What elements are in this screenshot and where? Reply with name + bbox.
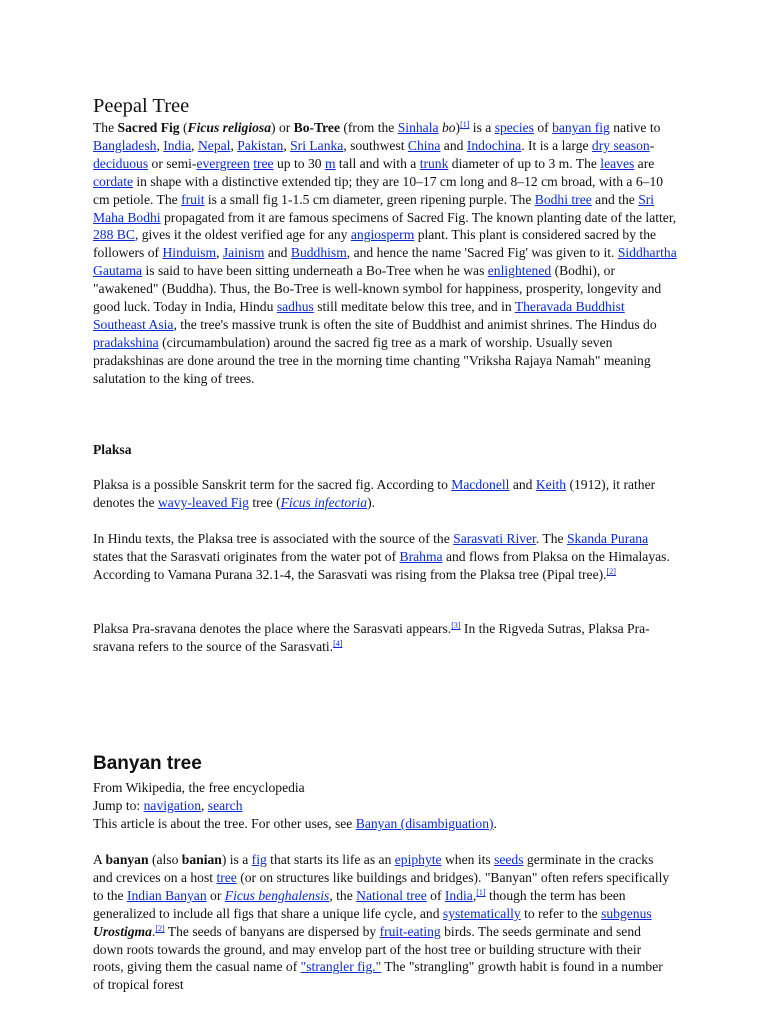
text-run: . The bbox=[535, 531, 567, 546]
host-tree-link[interactable]: tree bbox=[216, 869, 237, 885]
banyan-fig-link[interactable]: banyan fig bbox=[552, 120, 610, 135]
national-tree-link[interactable]: National tree bbox=[356, 887, 427, 903]
bold-text: Bo-Tree bbox=[293, 120, 340, 135]
text-run: In Hindu texts, the Plaksa tree is associated with the source of the bbox=[93, 531, 454, 546]
text-run: still meditate below this tree, and in bbox=[313, 299, 515, 315]
ficus-infectoria-link-text: Ficus infectoria bbox=[280, 494, 368, 510]
text-run: germinate in the cracks and crevices on a host bbox=[93, 852, 654, 885]
fruit-link[interactable]: fruit bbox=[181, 191, 205, 207]
wavy-leaved-fig-link[interactable]: wavy-leaved Fig bbox=[157, 494, 249, 510]
bold-text: Sacred Fig bbox=[117, 120, 180, 135]
brahma-link[interactable]: Brahma bbox=[399, 548, 443, 564]
text-run: (Bodhi), or "awakened" (Buddha). Thus, the Bo-Tree is well-known symbol for happiness, prosperity, longevity and good luck. Today in India, Hindu bbox=[93, 263, 662, 315]
text-run: (also bbox=[148, 852, 182, 867]
text-run: , bbox=[216, 245, 223, 261]
tree-link[interactable]: tree bbox=[253, 155, 274, 171]
text-run: , gives it the oldest verified age for any bbox=[134, 227, 351, 243]
evergreen-link[interactable]: evergreen bbox=[196, 155, 250, 171]
text-run: of bbox=[426, 887, 445, 903]
bold-text-text: Ficus religiosa bbox=[187, 120, 272, 135]
bold-text-text: Urostigma bbox=[93, 923, 152, 939]
text-run: is a small fig 1-1.5 cm diameter, green ripening purple. The bbox=[204, 191, 535, 207]
deciduous-link[interactable]: deciduous bbox=[93, 155, 149, 171]
india-link[interactable]: India bbox=[163, 137, 192, 153]
text-run: The bbox=[93, 120, 118, 135]
citation-4-link[interactable]: [4] bbox=[333, 638, 343, 648]
text-run: in shape with a distinctive extended tip; they are 10–17 cm long and 8–12 cm broad, with a 6–10 cm petiole. The bbox=[93, 173, 664, 207]
sinhala-link[interactable]: Sinhala bbox=[397, 120, 439, 135]
macdonell-link[interactable]: Macdonell bbox=[451, 477, 510, 492]
text-run: , and hence the name 'Sacred Fig' was given to it. bbox=[346, 245, 618, 261]
nepal-link[interactable]: Nepal bbox=[197, 137, 231, 153]
banyan-tree-title: Banyan tree bbox=[93, 753, 202, 774]
species-link[interactable]: species bbox=[494, 120, 534, 135]
pakistan-link[interactable]: Pakistan bbox=[237, 137, 284, 153]
jainism-link[interactable]: Jainism bbox=[222, 245, 265, 261]
text-run: or bbox=[206, 887, 225, 903]
metre-link[interactable]: m bbox=[324, 155, 336, 171]
plaksa-paragraph-3 bbox=[93, 620, 675, 656]
bold-text: banyan bbox=[105, 852, 149, 867]
ficus-benghalensis-link[interactable] bbox=[225, 888, 330, 903]
skanda-purana-link[interactable]: Skanda Purana bbox=[566, 531, 649, 546]
peepal-intro-paragraph bbox=[93, 119, 679, 388]
hatnote bbox=[93, 815, 675, 833]
text-run: ) bbox=[455, 120, 461, 135]
text-run: . It is a large bbox=[521, 137, 592, 153]
fruit-eating-link[interactable]: fruit-eating bbox=[379, 923, 441, 939]
buddhism-link[interactable]: Buddhism bbox=[290, 245, 347, 261]
banyan-citation-2-link[interactable]: [2] bbox=[155, 923, 165, 933]
text-run: plant. This plant is considered sacred by the followers of bbox=[93, 227, 657, 261]
text-run: when its bbox=[441, 852, 495, 867]
text-run: and bbox=[509, 477, 536, 492]
text-run: diameter of up to 3 m. The bbox=[448, 155, 601, 171]
text-run: Plaksa Pra-sravana denotes the place where the Sarasvati appears. bbox=[93, 621, 452, 636]
text-run: and bbox=[264, 245, 291, 261]
text-run: and the bbox=[591, 191, 639, 207]
text-run: In the Rigveda Sutras, Plaksa Pra-sravana refers to the source of the Sarasvati. bbox=[93, 621, 650, 654]
text-run: (circumambulation) around the sacred fig tree as a mark of worship. Usually seven pradakshinas are done around the tree in the morning time chanting "Vriksha Rajaya Namah" meaning salutation to the king of trees. bbox=[93, 334, 651, 386]
text-run: (from the bbox=[339, 120, 398, 135]
bold-text bbox=[188, 120, 271, 135]
angiosperm-link[interactable]: angiosperm bbox=[350, 227, 415, 243]
plaksa-paragraph-2 bbox=[93, 530, 675, 584]
text-run: is a bbox=[469, 120, 495, 135]
plaksa-heading: Plaksa bbox=[93, 442, 132, 457]
text-run: A bbox=[93, 852, 106, 867]
text-run: This article is about the tree. For other uses, see bbox=[93, 816, 356, 831]
subgenus-link[interactable]: subgenus bbox=[601, 905, 652, 921]
text-run: and flows from Plaksa on the Himalayas. According to Vamana Purana 32.1-4, the Sarasvati was rising from the Plaksa tree (Pipal tree). bbox=[93, 548, 670, 582]
sri-lanka-link[interactable]: Sri Lanka bbox=[290, 137, 344, 153]
text-run: are bbox=[634, 155, 655, 171]
ficus-infectoria-link[interactable] bbox=[281, 495, 367, 510]
italic-text: bo bbox=[441, 120, 456, 135]
text-run: and bbox=[440, 137, 467, 153]
ficus-benghalensis-link-text: Ficus benghalensis bbox=[224, 887, 330, 903]
text-run: , bbox=[472, 887, 477, 903]
hinduism-link[interactable]: Hinduism bbox=[162, 245, 217, 261]
sarasvati-river-link[interactable]: Sarasvati River bbox=[453, 531, 536, 546]
indian-banyan-link[interactable]: Indian Banyan bbox=[126, 887, 207, 903]
citation-1-link[interactable]: [1] bbox=[460, 120, 470, 129]
pradakshina-link[interactable]: pradakshina bbox=[93, 334, 159, 350]
epiphyte-link[interactable]: epiphyte bbox=[394, 852, 442, 867]
text-run: , bbox=[201, 798, 208, 813]
text-run: , bbox=[191, 137, 198, 153]
text-run: . bbox=[493, 816, 497, 831]
india-national-link[interactable]: India bbox=[444, 887, 473, 903]
text-run: or semi- bbox=[148, 155, 197, 171]
siddhartha-gautama-link[interactable]: Siddhartha Gautama bbox=[93, 245, 677, 279]
peepal-tree-title: Peepal Tree bbox=[93, 95, 190, 117]
china-link[interactable]: China bbox=[407, 137, 441, 153]
text-run: ( bbox=[179, 120, 188, 135]
indochina-link[interactable]: Indochina bbox=[466, 137, 522, 153]
text-run: ) is a bbox=[221, 852, 252, 867]
text-run: is said to have been sitting underneath a Bo-Tree when he was bbox=[142, 263, 488, 279]
text-run: (or on structures like buildings and bridges). "Banyan" often refers specifically to the bbox=[93, 869, 670, 903]
text-run: , bbox=[283, 137, 291, 153]
trunk-link[interactable]: trunk bbox=[419, 155, 449, 171]
bodhi-tree-link[interactable]: Bodhi tree bbox=[534, 191, 592, 207]
text-run: propagated from it are famous specimens of Sacred Fig. The known planting date of the latter, bbox=[160, 209, 677, 225]
jump-search-link[interactable]: search bbox=[207, 798, 243, 813]
plaksa-paragraph-1 bbox=[93, 476, 675, 512]
dry-season-link[interactable]: dry season bbox=[591, 137, 650, 153]
fig-link[interactable]: fig bbox=[251, 852, 267, 867]
theravada-buddhist-link[interactable]: Theravada Buddhist bbox=[514, 299, 625, 315]
text-run: , the bbox=[329, 887, 357, 903]
leaves-link[interactable]: leaves bbox=[600, 155, 635, 171]
sri-maha-bodhi-link[interactable]: Sri Maha Bodhi bbox=[93, 191, 655, 225]
text-run: The "strangling" growth habit is found in a number of tropical forest bbox=[93, 959, 663, 993]
text-run: tall and with a bbox=[335, 155, 420, 171]
text-run: (1912), it rather denotes the bbox=[93, 477, 656, 510]
strangler-fig-link[interactable]: "strangler fig." bbox=[300, 959, 382, 975]
text-run: up to 30 bbox=[273, 155, 325, 171]
keith-link[interactable]: Keith bbox=[535, 477, 567, 492]
jump-navigation-link[interactable]: navigation bbox=[143, 798, 201, 813]
citation-3-link[interactable]: [3] bbox=[451, 621, 461, 630]
text-run: The seeds of banyans are dispersed by bbox=[164, 923, 380, 939]
bangladesh-link[interactable]: Bangladesh bbox=[93, 137, 157, 153]
jump-to-line bbox=[93, 797, 675, 815]
seeds-link[interactable]: seeds bbox=[494, 852, 524, 867]
text-run: native to bbox=[609, 120, 661, 135]
text-run: tree ( bbox=[248, 494, 281, 510]
text-run: ) or bbox=[271, 120, 294, 135]
text-run: - bbox=[649, 137, 655, 153]
cordate-link[interactable]: cordate bbox=[93, 173, 133, 189]
text-run: , southwest bbox=[343, 137, 408, 153]
text-run: birds. The seeds germinate and send down roots towards the ground, and may envelop part of the host tree or building structure with their roots, giving them the casual name of bbox=[93, 923, 642, 975]
text-run: states that the Sarasvati originates from the water pot of bbox=[93, 548, 400, 564]
text-run: of bbox=[533, 120, 553, 135]
text-run: , bbox=[230, 137, 238, 153]
text-run: Jump to: bbox=[93, 798, 144, 813]
text-run: , bbox=[156, 137, 164, 153]
sadhus-link[interactable]: sadhus bbox=[276, 299, 314, 315]
banyan-intro-paragraph bbox=[93, 851, 673, 994]
banyan-citation-1-link[interactable]: [1] bbox=[476, 887, 486, 897]
citation-2-link[interactable]: [2] bbox=[606, 566, 616, 576]
text-run: that starts its life as an bbox=[266, 852, 395, 867]
bold-text: banian bbox=[181, 852, 222, 867]
text-run: to refer to the bbox=[520, 905, 602, 921]
enlightened-link[interactable]: enlightened bbox=[487, 263, 552, 279]
systematically-link[interactable]: systematically bbox=[442, 905, 521, 921]
text-run: though the term has been generalized to include all figs that share a unique life cycle, and bbox=[93, 887, 626, 921]
banyan-tagline: From Wikipedia, the free encyclopedia bbox=[93, 780, 305, 795]
text-run: Plaksa is a possible Sanskrit term for the sacred fig. According to bbox=[93, 477, 452, 492]
text-run: ). bbox=[367, 494, 376, 510]
bold-text bbox=[93, 924, 152, 939]
text-run: . bbox=[151, 923, 156, 939]
text-run: , the tree's massive trunk is often the site of Buddhist and animist shrines. The Hindus do bbox=[173, 316, 657, 332]
southeast-asia-link[interactable]: Southeast Asia bbox=[93, 316, 174, 332]
288-bc-link[interactable]: 288 BC bbox=[93, 227, 135, 243]
banyan-disambiguation-link[interactable]: Banyan (disambiguation) bbox=[355, 816, 494, 831]
